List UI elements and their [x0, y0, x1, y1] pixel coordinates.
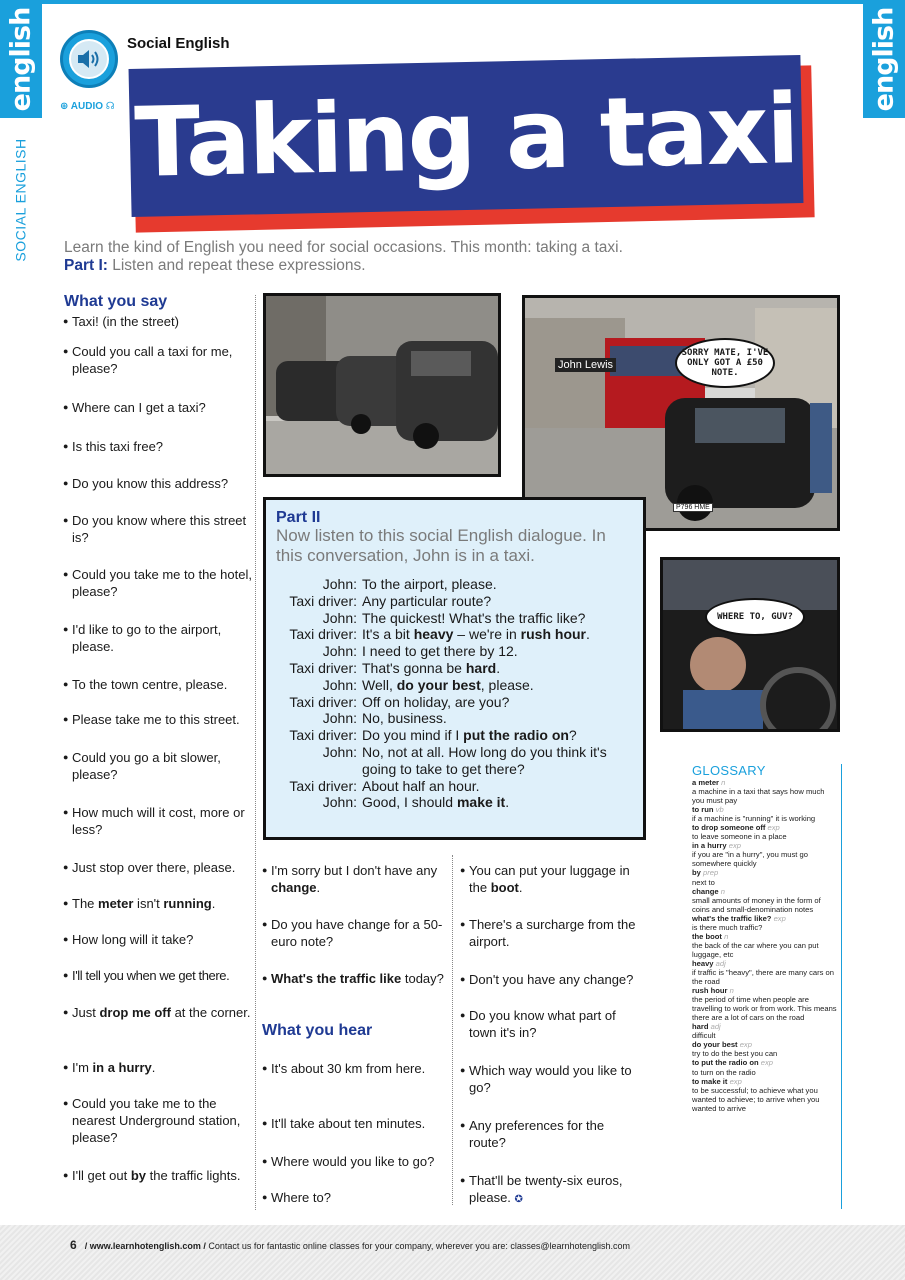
list-item: ● Please take me to this street.: [64, 711, 254, 728]
glossary-entry: what's the traffic like? exp is there much traffic?: [692, 913, 786, 932]
logo-text: english: [5, 7, 37, 111]
dialogue-line: John: The quickest! What's the traffic like?: [322, 609, 586, 626]
list-item: ● To the town centre, please.: [64, 676, 254, 693]
dialogue-line: Taxi driver: About half an hour.: [289, 777, 480, 794]
what-you-hear-heading: What you hear: [262, 1022, 373, 1039]
footer-url[interactable]: / www.learnhotenglish.com /: [84, 1241, 206, 1251]
list-item: ● You can put your luggage in the boot.: [460, 862, 644, 896]
list-item: ● Could you call a taxi for me, please?: [64, 343, 254, 377]
list-item: ● There's a surcharge from the airport.: [460, 916, 644, 950]
list-item: ● Could you take me to the nearest Underground station, please?: [64, 1095, 254, 1146]
dialogue-line: John: Good, I should make it.: [322, 794, 510, 811]
list-item: ● Do you know this address?: [64, 475, 254, 492]
taxis-image: [266, 296, 498, 474]
dialogue-title: Part II: [276, 509, 321, 526]
taxis-photo: [263, 293, 501, 477]
shop-sign: John Lewis: [555, 358, 616, 372]
audio-label: ⊕ AUDIO ☊: [60, 101, 115, 112]
list-item: ● Could you go a bit slower, please?: [64, 749, 254, 783]
dialogue-line: John: I need to get there by 12.: [322, 643, 518, 660]
list-item: ● I'll tell you when we get there.: [64, 967, 254, 984]
list-item: ● That'll be twenty-six euros, please. ✪: [460, 1172, 644, 1208]
list-item: ● The meter isn't running.: [64, 895, 254, 912]
glossary-entry: hard adj difficult: [692, 1022, 721, 1041]
footer: [0, 1225, 905, 1280]
speech-bubble: WHERE TO, GUV?: [705, 598, 805, 636]
list-item: ● Do you know where this street is?: [64, 512, 254, 546]
what-you-say-column: [64, 293, 252, 1183]
speech-bubble: SORRY MATE, I'VE ONLY GOT A £50 NOTE.: [675, 338, 775, 388]
dialogue-line: Taxi driver: It's a bit heavy – we're in rush hour.: [289, 626, 590, 643]
footer-contact: Contact us for fantastic online classes for your company, wherever you are: classes@learnhotenglish.com: [205, 1241, 631, 1251]
glossary-entry: to make it exp to be successful; to achieve what you wanted to achieve; to arrive when you wanted to arrive: [692, 1076, 820, 1113]
driver-photo: [660, 557, 840, 732]
title-banner: [129, 55, 804, 217]
dialogue-line: Taxi driver: Any particular route?: [289, 592, 492, 609]
list-item: ● I'll get out by the traffic lights.: [64, 1167, 254, 1184]
list-item: ● Which way would you like to go?: [460, 1062, 644, 1096]
list-item: ● Do you have change for a 50-euro note?: [262, 916, 448, 950]
glossary-entry: rush hour n the period of time when people are travelling to work or from work. This means there are a lot of cars on the road: [692, 986, 837, 1023]
list-item: ● I'd like to go to the airport, please.: [64, 621, 254, 655]
glossary-entry: a meter n a machine in a taxi that says how much you must pay: [692, 778, 825, 806]
dialogue-line: John: To the airport, please.: [322, 576, 497, 592]
list-item: ● It'll take about ten minutes.: [262, 1115, 425, 1132]
audio-button[interactable]: [60, 30, 118, 88]
list-item: ● Could you take me to the hotel, please?: [64, 566, 254, 600]
list-item: ● What's the traffic like today?: [262, 970, 444, 987]
glossary-entry: by prep next to: [692, 868, 719, 887]
logo-text-right: english: [868, 7, 900, 111]
column-divider: [452, 855, 453, 1205]
glossary-entry: to put the radio on exp to turn on the radio: [692, 1058, 774, 1077]
list-item: ● It's about 30 km from here.: [262, 1060, 425, 1077]
left-logo: [0, 0, 42, 118]
list-item: ● I'm sorry but I don't have any change.: [262, 862, 448, 896]
glossary-entry: do your best exp try to do the best you can: [692, 1040, 778, 1059]
street-image: [525, 298, 837, 528]
list-item: ● Just stop over there, please.: [64, 859, 254, 876]
glossary: [692, 764, 842, 1209]
speaker-icon: [76, 48, 102, 70]
glossary-entry: in a hurry exp if you are "in a hurry", you must go somewhere quickly: [692, 841, 808, 869]
glossary-entry: heavy adj if traffic is "heavy", there are many cars on the road: [692, 958, 834, 987]
top-strip: [42, 0, 863, 4]
dialogue-line: John: No, business.: [322, 710, 447, 727]
list-item: ● How long will it take?: [64, 931, 254, 948]
end-mark-icon: ✪: [514, 1194, 523, 1205]
dialogue-subtitle: Now listen to this social English dialogue. In this conversation, John is in a taxi.: [276, 526, 606, 565]
street-photo: [522, 295, 840, 531]
what-you-say-heading: What you say: [64, 293, 168, 310]
section-kicker: Social English: [127, 35, 230, 52]
page-number: 6: [70, 1238, 77, 1252]
part1-label: Part I:: [64, 257, 108, 274]
list-item: ● Do you know what part of town it's in?: [460, 1007, 644, 1041]
right-logo: [863, 0, 905, 118]
list-item: ● How much will it cost, more or less?: [64, 804, 254, 838]
dialogue-box: [263, 497, 646, 840]
glossary-entry: to run vb if a machine is "running" it is working: [692, 805, 816, 824]
list-item: ● Where can I get a taxi?: [64, 399, 254, 416]
glossary-entry: change n small amounts of money in the form of coins and small-denomination notes: [692, 886, 821, 914]
part1-text: Listen and repeat these expressions.: [107, 257, 366, 274]
list-item: ● Any preferences for the route?: [460, 1117, 644, 1151]
glossary-title: GLOSSARY: [692, 764, 766, 778]
list-item: ● Taxi! (in the street): [64, 313, 254, 330]
dialogue-line: Taxi driver: That's gonna be hard.: [289, 659, 501, 676]
list-item: ● Where to?: [262, 1189, 331, 1206]
list-item: ● Is this taxi free?: [64, 438, 254, 455]
dialogue-line: Taxi driver: Off on holiday, are you?: [289, 693, 510, 710]
glossary-entry: to drop someone off exp to leave someone in a place: [692, 823, 787, 842]
dialogue-line: John: Well, do your best, please.: [322, 676, 534, 693]
list-item: ● Just drop me off at the corner.: [64, 1004, 254, 1021]
dialogue-line: Taxi driver: Do you mind if I put the radio on?: [289, 727, 577, 744]
column-divider: [255, 295, 256, 1210]
intro: [64, 239, 623, 275]
list-item: ● I'm in a hurry.: [64, 1059, 254, 1076]
list-item: ● Don't you have any change?: [460, 971, 633, 988]
section-label: SOCIAL ENGLISH: [13, 138, 29, 262]
footer-text: [70, 1238, 630, 1252]
list-item: ● Where would you like to go?: [262, 1153, 434, 1170]
licence-plate: P796 HME: [673, 503, 713, 512]
intro-line: Learn the kind of English you need for social occasions. This month: taking a taxi.: [64, 239, 623, 256]
glossary-entry: the boot n the back of the car where you can put luggage, etc: [692, 931, 819, 959]
driver-image: [663, 560, 837, 729]
page-title: Taking a taxi: [133, 73, 799, 199]
dialogue-line: John: No, not at all. How long do you think it's going to take to get there?: [322, 743, 607, 777]
